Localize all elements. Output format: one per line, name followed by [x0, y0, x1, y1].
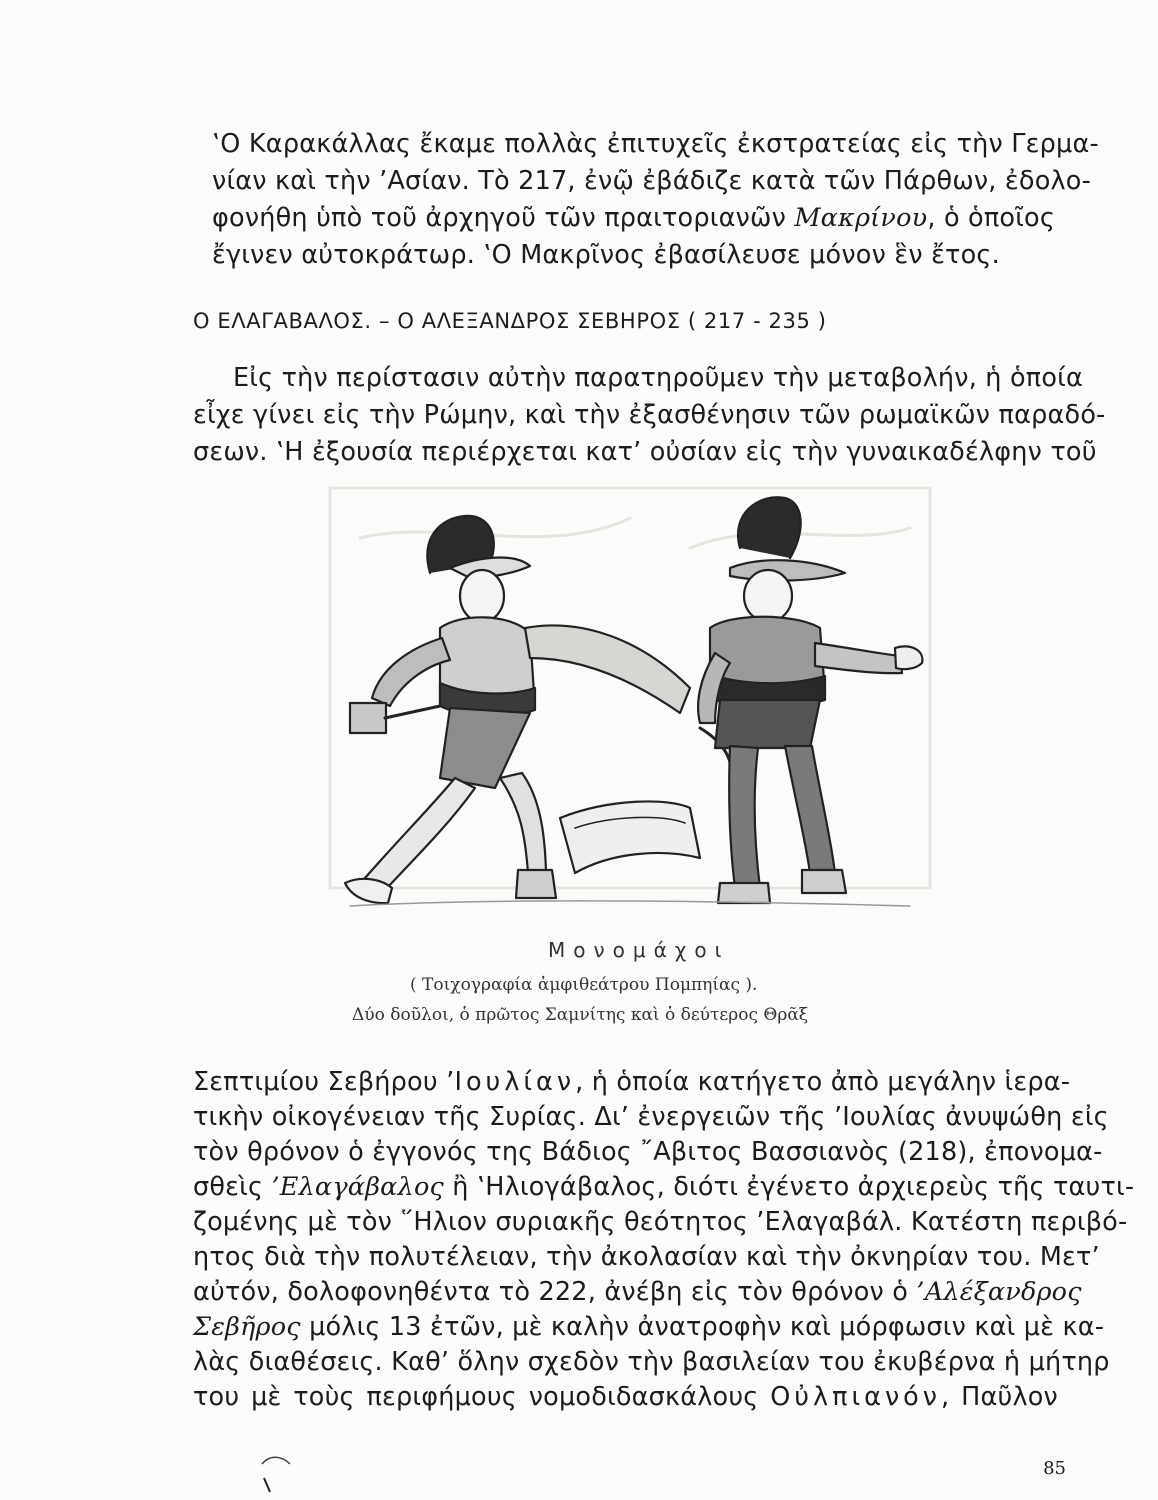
section-heading: Ο ΕΛΑΓΑΒΑΛΟΣ. – Ο ΑΛΕΞΑΝΔΡΟΣ ΣΕΒΗΡΟΣ ( 217 - 235 )	[193, 309, 827, 333]
text-line: λὰς διαθέσεις. Καθ’ ὅλην σχεδὸν τὴν βασιλείαν του ἐκυβέρνα ἡ μήτηρ	[193, 1347, 1110, 1377]
figure-caption-description: Δύο δοῦλοι, ὁ πρῶτος Σαμνίτης καὶ ὁ δεύτερος Θρᾶξ	[352, 1005, 809, 1025]
text-line: τικὴν οἰκογένειαν τῆς Συρίας. Δι’ ἐνεργειῶν τῆς ’Ιουλίας ἀνυψώθη εἰς	[193, 1102, 1109, 1132]
figure-caption-subtitle: ( Τοιχογραφία ἀμφιθεάτρου Πομπηίας ).	[410, 975, 758, 995]
text-line: σθεὶς ’Ελαγάβαλος ἢ ‛Ηλιογάβαλος, διότι ἐγένετο ἀρχιερεὺς τῆς ταυτι-	[193, 1172, 1135, 1202]
thracian-gladiator	[698, 497, 922, 903]
italic-name: Μακρίνου	[794, 203, 928, 233]
paragraph-julia-severus	[193, 1065, 1135, 1415]
italic-name: Σεβῆρος	[193, 1312, 301, 1342]
dropped-shield	[560, 801, 700, 873]
gladiators-illustration	[290, 478, 950, 928]
pen-mark	[256, 1450, 296, 1494]
text-line: ζομένης μὲ τὸν ῞Ηλιον συριακῆς θεότητος ’Ελαγαβάλ. Κατέστη περιβό-	[193, 1207, 1128, 1237]
spaced-name: Ιουλίαν	[454, 1067, 576, 1097]
text-line: εἶχε γίνει εἰς τὴν Ρώμην, καὶ τὴν ἐξασθένησιν τῶν ρωμαϊκῶν παραδό-	[193, 400, 1106, 430]
text-line: φονήθη ὑπὸ τοῦ ἀρχηγοῦ τῶν πραιτοριανῶν Μακρίνου, ὁ ὁποῖος	[212, 203, 1055, 233]
text-line: Σεβῆρος μόλις 13 ἐτῶν, μὲ καλὴν ἀνατροφὴν καὶ μόρφωσιν καὶ μὲ κα-	[193, 1312, 1105, 1342]
italic-name: ’Ελαγάβαλος	[271, 1172, 444, 1202]
text-line: Σεπτιμίου Σεβήρου ’Ιουλίαν, ἡ ὁποία κατήγετο ἀπὸ μεγάλην ἱερα-	[193, 1067, 1071, 1097]
page-number: 85	[1043, 1458, 1066, 1479]
text-line: σεων. ‛Η ἐξουσία περιέρχεται κατ’ οὐσίαν εἰς τὴν γυναικαδέλφην τοῦ	[193, 437, 1097, 467]
paragraph-caracalla	[212, 126, 1099, 274]
italic-name: ’Αλέξανδρος	[916, 1277, 1082, 1307]
spaced-name: Οὐλπιανόν	[770, 1382, 942, 1412]
text-line: τὸν θρόνον ὁ ἐγγονός της Βάδιος ῎Αβιτος Βασσιανὸς (218), ἐπονομα-	[193, 1137, 1103, 1167]
figure-caption-title: Μονομάχοι	[548, 938, 730, 962]
text-line: νίαν καὶ τὴν ’Ασίαν. Τὸ 217, ἐνῷ ἐβάδιζε κατὰ τῶν Πάρθων, ἐδολο-	[212, 166, 1092, 196]
text-line: ‛Ο Καρακάλλας ἔκαμε πολλὰς ἐπιτυχεῖς ἐκστρατείας εἰς τὴν Γερμα-	[212, 129, 1099, 159]
text-line: ἔγινεν αὐτοκράτωρ. ‛Ο Μακρῖνος ἐβασίλευσε μόνον ἓν ἔτος.	[212, 240, 1000, 270]
text-line: Εἰς τὴν περίστασιν αὐτὴν παρατηροῦμεν τὴν μεταβολήν, ἡ ὁποία	[233, 363, 1083, 393]
paragraph-elagabalus-intro	[193, 360, 1106, 471]
text-line: ητος διὰ τὴν πολυτέλειαν, τὴν ἀκολασίαν καὶ τὴν ὀκνηρίαν του. Μετ’	[193, 1242, 1100, 1272]
text-line: του μὲ τοὺς περιφήμους νομοδιδασκάλους Οὐλπιανόν, Παῦλον	[193, 1382, 1058, 1412]
text-line: αὐτόν, δολοφονηθέντα τὸ 222, ἀνέβη εἰς τὸν θρόνον ὁ ’Αλέξανδρος	[193, 1277, 1082, 1307]
